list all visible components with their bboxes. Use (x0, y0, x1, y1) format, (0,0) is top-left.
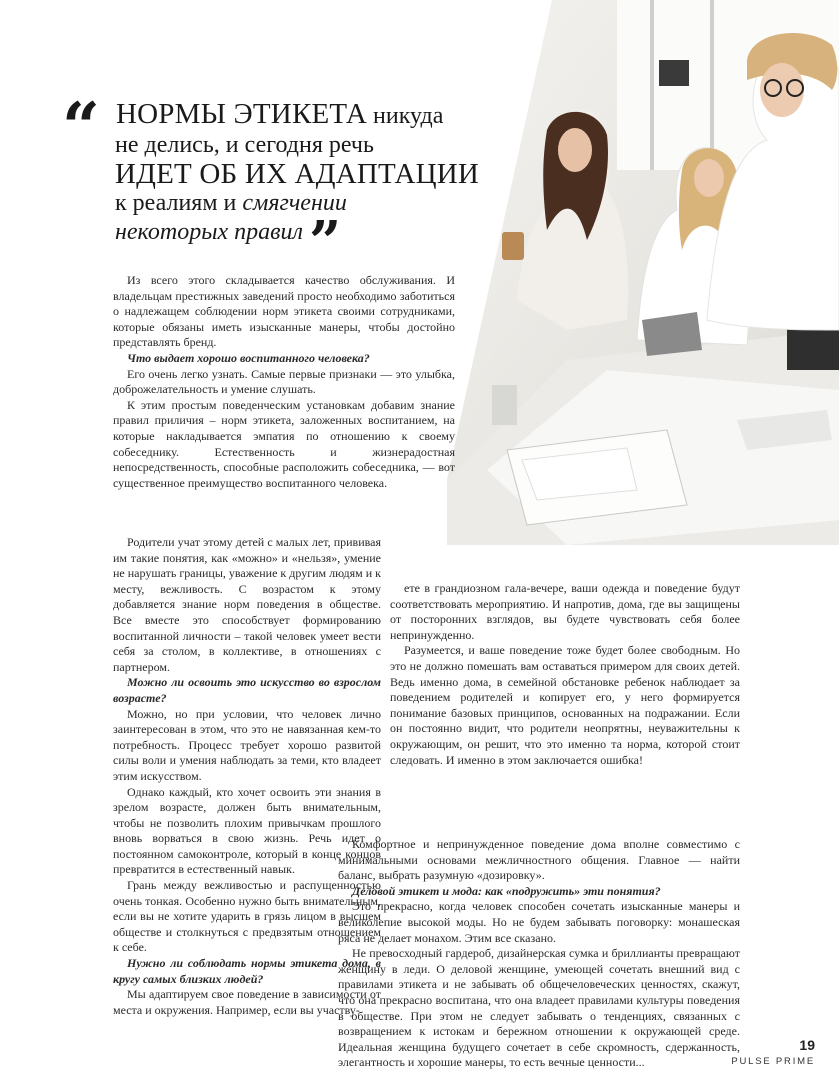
paragraph: ете в грандиозном гала-вечере, ваши одежда и поведение будут соответствовать мероприятию. И напротив, дома, где вы защищены от посторонних взглядов, вы будете чувствовать себя более непринужденно. (390, 581, 740, 642)
subheading: Можно ли освоить это искусство во взрослом возрасте? (113, 675, 381, 705)
quote-line4-italic: смягчении (242, 190, 347, 216)
paragraph: Его очень легко узнать. Самые первые признаки — это улыбка, доброжелательность и умение слушать. (113, 366, 455, 397)
quote-line5-italic: некоторых правил (115, 219, 303, 245)
open-quote-mark: “ (62, 88, 100, 166)
subheading: Нужно ли соблюдать нормы этикета дома, в кругу самых близких людей? (113, 956, 381, 986)
close-quote-mark: ” (309, 209, 342, 275)
paragraph: Это прекрасно, когда человек способен сочетать изысканные манеры и великолепие высокой моды. Но не будем забывать поговорку: монашеская ряса не делает монахом. Этим все сказано. (338, 899, 740, 945)
article-column-2-bottom (338, 837, 740, 1071)
paragraph: Родители учат этому детей с малых лет, прививая им такие понятия, как «можно» и «нельзя», умение не нарушать границы, уважение к другим людям и к месту, вежливость. С возрастом к этому добавляется знание норм поведения в обществе. Все вместе это способствует формированию воспитанной личности – такой человек умеет вести себя за столом, в коллективе, в отношениях с партнером. (113, 535, 381, 674)
quote-line1-caps: НОРМЫ ЭТИКЕТА (116, 98, 368, 130)
page-number: 19 (799, 1037, 815, 1053)
pull-quote (62, 88, 480, 275)
quote-line3-caps: ИДЕТ ОБ ИХ АДАПТАЦИИ (115, 158, 480, 190)
paragraph: Однако каждый, кто хочет освоить эти знания в зрелом возрасте, должен быть внимательным, чтобы не позволить плохим привычкам прошлого вновь ворваться в свою жизнь. Речь идет о постоянном самоконтроле, который в конце концов превратится в естественный навык. (113, 784, 381, 877)
article-column-2-top (390, 581, 740, 768)
paragraph: Из всего этого складывается качество обслуживания. И владельцам престижных заведений просто необходимо заботиться о надлежащем соблюдении норм этикета своими сотрудниками, которые обязаны иметь изысканные манеры, чтобы достойно представлять бренд. (113, 273, 455, 350)
paragraph: Разумеется, и ваше поведение тоже будет более свободным. Но это не должно помешать вам оставаться примером для своих детей. Ведь именно дома, в семейной обстановке ребенок наблюдает за поведением родителей и копирует его, у него формируется понимание базовых принципов, основанных на подражании. Если он постоянно видит, что родители неопрятны, неуважительны к окружающим, он решит, что это именно та норма, которой стоит следовать. И именно в этом заключается ошибка! (390, 643, 740, 767)
paragraph: Грань между вежливостью и распущенностью очень тонкая. Особенно нужно быть внимательным, если вы не хотите ударить в грязь лицом в высшем обществе и столкнуться с предвзятым отношением к себе. (113, 878, 381, 955)
subheading: Что выдает хорошо воспитанного человека? (127, 350, 370, 365)
article-column-1-top (113, 273, 455, 491)
quote-line1-rest: никуда (367, 103, 444, 129)
quote-line4-rest: к реалиям и (115, 190, 243, 216)
paragraph: Можно, но при условии, что человек лично заинтересован в этом, что это не навязанная кем-то потребность. Процесс требует хорошо развитой силы воли и умения наблюдать за теми, кто владеет этим искусством. (113, 706, 381, 783)
subheading: Деловой этикет и мода: как «подружить» эти понятия? (352, 883, 661, 898)
magazine-name: PULSE PRIME (731, 1056, 815, 1067)
paragraph: К этим простым поведенческим установкам добавим знание правил приличия – норм этикета, заложенных воспитанием, на которые накладывается эмпатия по отношению к своему собеседнику. Естественность и жизнерадостная непосредственность, способные расположить собеседника, — вот существенное преимущество воспитанного человека. (113, 397, 455, 490)
paragraph: Комфортное и непринужденное поведение дома вполне совместимо с минимальными основами межличностного общения. Главное — найти баланс, выбрать разумную «дозировку». (338, 837, 740, 883)
paragraph: Мы адаптируем свое поведение в зависимости от места и окружения. Например, если вы участву- (113, 987, 381, 1017)
paragraph: Не превосходный гардероб, дизайнерская сумка и бриллианты превращают женщину в леди. О деловой женщине, умеющей сочетать внешний вид с правилами этикета и не забывать об общечеловеческих ценностях, скажут, что она прекрасно воспитана, что она владеет правилами культуры поведения в обществе. При этом не следует забывать о тенденциях, связанных с возвращением к истокам и бережном отношении к окружающей среде. Идеальная женщина будущего сочетает в себе скромность, сдержанность, элегантность и хорошие манеры, то есть вечные ценности... (338, 946, 740, 1070)
office-team-photo (447, 0, 839, 545)
quote-line2: не делись, и сегодня речь (115, 132, 374, 158)
